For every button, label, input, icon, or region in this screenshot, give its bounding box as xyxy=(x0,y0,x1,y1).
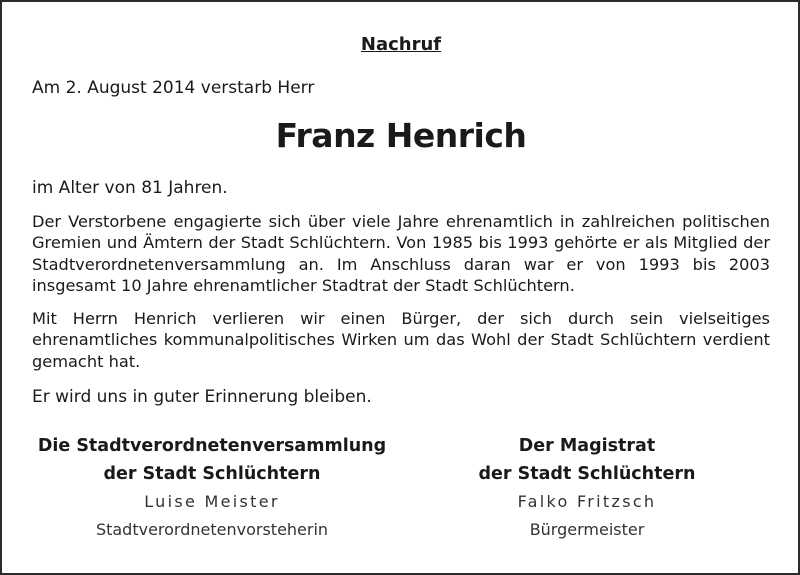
signature-council xyxy=(32,432,392,541)
closing-line: Er wird uns in guter Erinnerung bleiben. xyxy=(32,387,372,408)
deceased-name: Franz Henrich xyxy=(275,116,527,155)
tribute-paragraph: Mit Herrn Henrich verlieren wir einen Bürger, der sich durch sein vielseitiges ehrenamtliches kommunalpolitisches Wirken um das Wohl der Stadt Schlüchtern verdient gemacht hat. xyxy=(32,309,770,371)
biography-paragraph: Der Verstorbene engagierte sich über viele Jahre ehrenamtlich in zahlreichen politischen Gremien und Ämtern der Stadt Schlüchtern. Von 1985 bis 1993 gehörte er als Mitglied der Stadtverordnetenversammlung an. Im Anschluss daran war er von 1993 bis 2003 insgesamt 10 Jahre ehrenamtlicher Stadtrat der Stadt Schlüchtern. xyxy=(32,212,770,295)
age-line: im Alter von 81 Jahren. xyxy=(32,178,228,198)
signature-magistrate xyxy=(437,432,737,541)
signature-org-line1: Der Magistrat xyxy=(518,436,656,456)
signature-org-line2: der Stadt Schlüchtern xyxy=(103,464,321,484)
signature-role: Bürgermeister xyxy=(529,520,645,539)
intro-line: Am 2. August 2014 verstarb Herr xyxy=(32,78,315,98)
notice-heading: Nachruf xyxy=(360,34,442,55)
signature-row xyxy=(2,432,798,572)
signature-org-line2: der Stadt Schlüchtern xyxy=(478,464,696,484)
signature-role: Stadtverordnetenvorsteherin xyxy=(95,520,329,539)
signature-org-line1: Die Stadtverordnetenversammlung xyxy=(37,436,387,456)
signature-person: Falko Fritzsch xyxy=(517,492,657,511)
signature-person: Luise Meister xyxy=(144,492,280,511)
